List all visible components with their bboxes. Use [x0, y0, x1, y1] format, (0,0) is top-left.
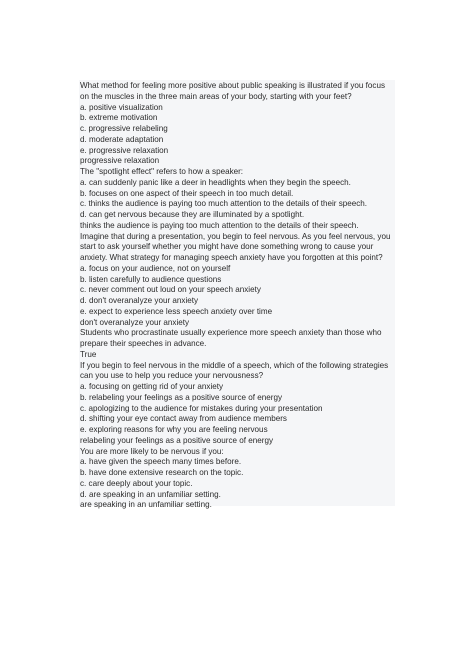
question-3-line-2: start to ask yourself whether you might have done something wrong to cause your [80, 242, 374, 252]
question-3-option-a: a. focus on your audience, not on yourself [80, 263, 231, 273]
question-3-answer: don't overanalyze your anxiety [80, 317, 190, 327]
quiz-text [80, 81, 400, 511]
question-6-option-c: c. care deeply about your topic. [80, 478, 193, 488]
question-2-option-a: a. can suddenly panic like a deer in headlights when they begin the speech. [80, 177, 351, 187]
question-1-option-e: e. progressive relaxation [80, 145, 169, 155]
question-5-option-a: a. focusing on getting rid of your anxiety [80, 382, 224, 391]
question-6-option-a: a. have given the speech many times before. [80, 457, 242, 467]
question-3-option-c: c. never comment out loud on your speech anxiety [80, 285, 261, 295]
question-2-line-1: The "spotlight effect" refers to how a speaker: [80, 167, 244, 176]
question-5-option-b: b. relabeling your feelings as a positive source of energy [80, 392, 283, 402]
question-6-option-b: b. have done extensive research on the topic. [80, 468, 244, 477]
question-1-answer: progressive relaxation [80, 156, 160, 166]
question-1-option-c: c. progressive relabeling [80, 124, 168, 133]
question-1-option-d: d. moderate adaptation [80, 134, 164, 144]
question-1-option-b: b. extreme motivation [80, 113, 158, 123]
question-1-line-2: on the muscles in the three main areas of your body, starting with your feet? [80, 91, 352, 101]
question-5-option-e: e. exploring reasons for why you are feeling nervous [80, 425, 268, 434]
question-3-line-3: anxiety. What strategy for managing speech anxiety have you forgotten at this point? [80, 253, 383, 262]
question-1-line-1: What method for feeling more positive about public speaking is illustrated if you focus [80, 81, 386, 90]
question-4-line-2: prepare their speeches in advance. [80, 339, 207, 348]
question-4-line-1: Students who procrastinate usually experience more speech anxiety than those who [80, 328, 382, 338]
question-5-option-c: c. apologizing to the audience for mistakes during your presentation [80, 403, 323, 413]
question-3-line-1: Imagine that during a presentation, you begin to feel nervous. As you feel nervous, you [80, 231, 391, 241]
question-3-option-b: b. listen carefully to audience questions [80, 274, 222, 284]
question-6-line-1: You are more likely to be nervous if you: [80, 446, 224, 456]
question-2-option-b: b. focuses on one aspect of their speech in too much detail. [80, 188, 294, 198]
question-2-answer: thinks the audience is paying too much attention to the details of their speech. [80, 220, 359, 230]
question-3-option-e: e. expect to experience less speech anxiety over time [80, 306, 273, 316]
question-2-option-c: c. thinks the audience is paying too much attention to the details of their speech. [80, 199, 368, 209]
question-6-option-d: d. are speaking in an unfamiliar setting. [80, 489, 221, 499]
question-5-option-d: d. shifting your eye contact away from audience members [80, 414, 287, 424]
question-4-answer: True [80, 349, 97, 359]
question-2-option-d: d. can get nervous because they are illuminated by a spotlight. [80, 210, 305, 219]
question-3-option-d: d. don't overanalyze your anxiety [80, 296, 199, 305]
question-1-option-a: a. positive visualization [80, 102, 163, 112]
question-5-answer: relabeling your feelings as a positive source of energy [80, 435, 274, 445]
question-6-answer: are speaking in an unfamiliar setting. [80, 500, 212, 510]
question-5-line-2: can you use to help you reduce your nervousness? [80, 371, 264, 381]
question-5-line-1: If you begin to feel nervous in the middle of a speech, which of the following strategies [80, 360, 389, 370]
